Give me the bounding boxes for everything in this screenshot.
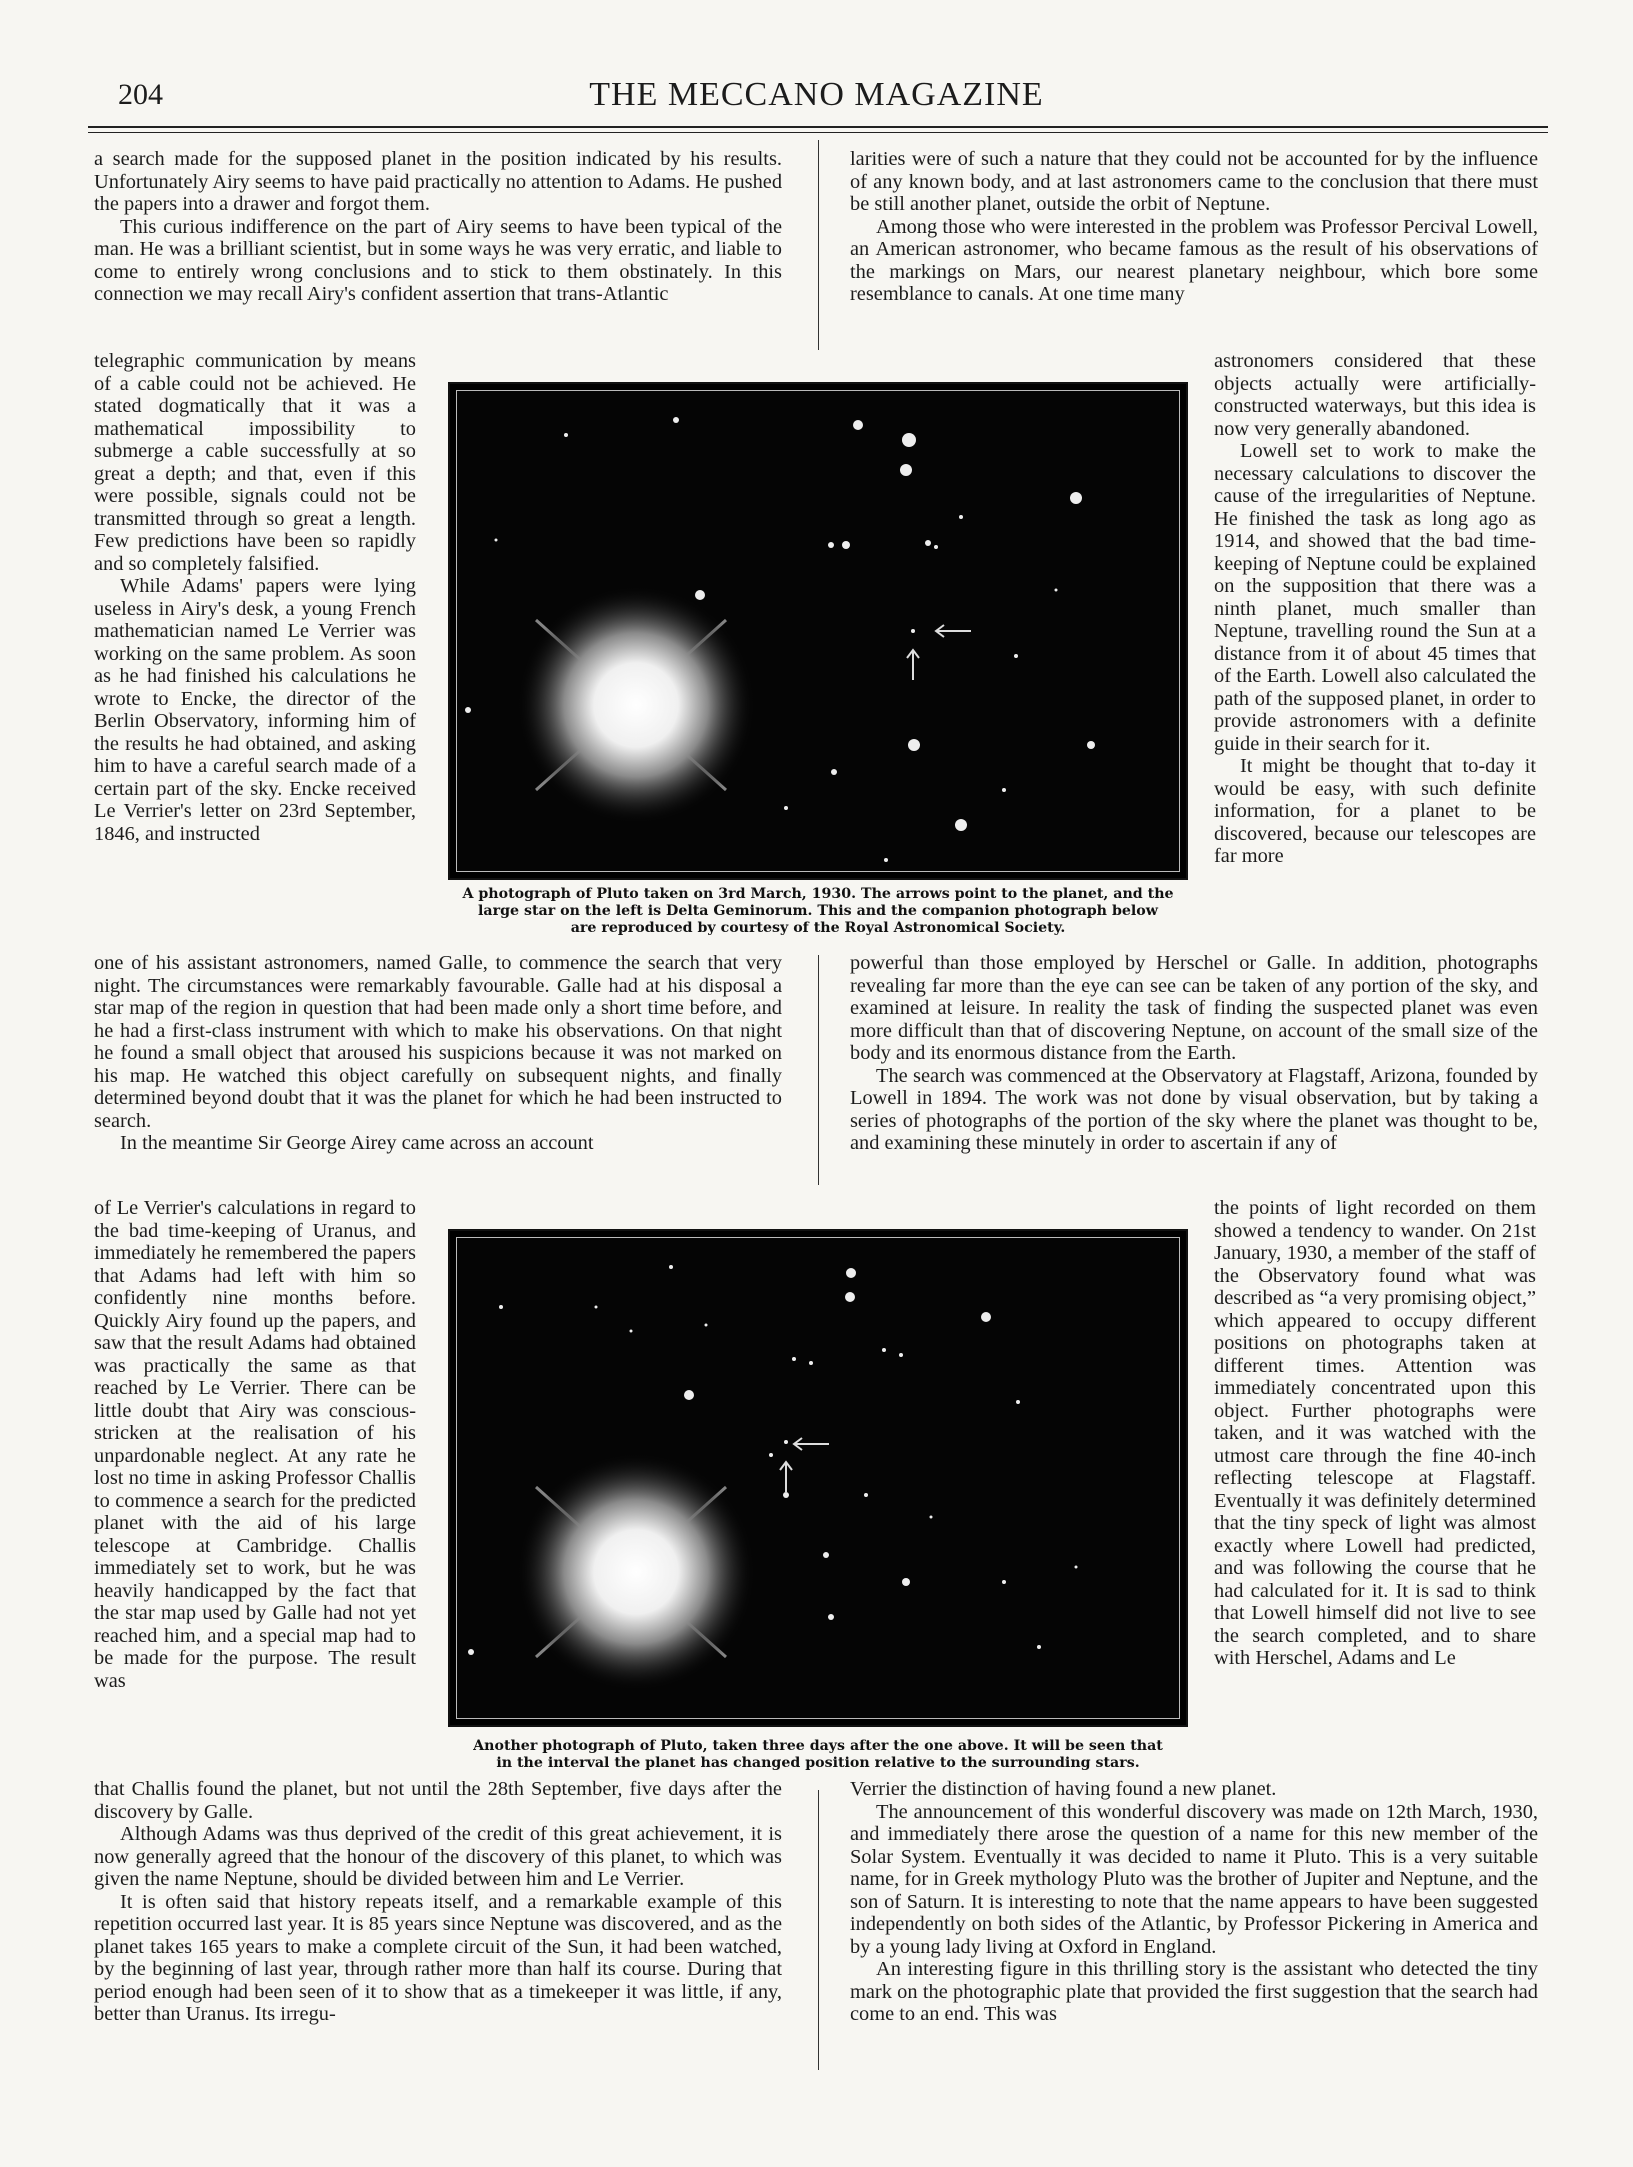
paragraph: An interesting figure in this thrilling story is the assistant who detected the tiny mark on the photographic plate that provided the first suggestion that the search had come to an end. This was bbox=[850, 1958, 1538, 2025]
header-rule bbox=[88, 126, 1548, 128]
paragraph: powerful than those employed by Herschel or Galle. In addition, photographs revealing far more than the eye can see can be taken of any portion of the sky, and examined at leisure. In reality the task of finding the suspected planet was even more difficult than that of discovering Neptune, on account of the small size of the body and its enormous distance from the Earth. bbox=[850, 952, 1538, 1064]
paragraph: larities were of such a nature that they could not be accounted for by the influence of any known body, and at last astronomers came to the conclusion that there must be still another planet, outside the orbit of Neptune. bbox=[850, 148, 1538, 215]
paragraph: astronomers considered that these objects actually were artificially-constructed waterways, but this idea is now very generally abandoned. bbox=[1214, 350, 1536, 440]
star-field-1 bbox=[456, 390, 1180, 872]
paragraph: The announcement of this wonderful discovery was made on 12th March, 1930, and immediately there arose the question of a name for this new member of the Solar System. Eventually it was decided to name it Pluto. This is a very suitable name, for in Greek mythology Pluto was the brother of Jupiter and Neptune, and the son of Saturn. It is interesting to note that the name appears to have been suggested independently on both sides of the Atlantic, by Professor Pickering in America and by a young lady living at Oxford in England. bbox=[850, 1800, 1538, 1958]
paragraph: that Challis found the planet, but not until the 28th September, five days after the discovery by Galle. bbox=[94, 1778, 782, 1823]
paragraph: the points of light recorded on them showed a tendency to wander. On 21st January, 1930, a member of the staff of the Observatory found what was described as “a very promising object,” which appeared to occupy different positions on photographs taken at different times. Attention was immediately concentrated upon this object. Further photographs were taken, and it was watched with the utmost care through the fine 40-inch reflecting telescope at Flagstaff. Eventually it was definitely determined that the tiny speck of light was almost exactly where Lowell had predicted, and was following the course that he had calculated for it. It is sad to think that Lowell himself did not live to see the search completed, and to share with Herschel, Adams and Le bbox=[1214, 1197, 1536, 1669]
pluto-photograph-1 bbox=[448, 382, 1188, 880]
magazine-title: THE MECCANO MAGAZINE bbox=[589, 76, 1044, 113]
caption-line: are reproduced by courtesy of the Royal Astronomical Society. bbox=[570, 920, 1066, 936]
column-divider-bottom bbox=[818, 1790, 819, 2070]
caption-line: in the interval the planet has changed position relative to the surrounding stars. bbox=[496, 1755, 1140, 1771]
bright-star-delta-geminorum bbox=[516, 585, 756, 825]
paragraph: This curious indifference on the part of Airy seems to have been typical of the man. He was a brilliant scientist, but in some ways he was very erratic, and liable to come to entirely wrong conclusions and to stick to them obstinately. In this connection we may recall Airy's confident assertion that trans-Atlantic bbox=[94, 215, 782, 305]
page-number: 204 bbox=[118, 78, 163, 111]
text-right-beside-photo1 bbox=[1214, 350, 1536, 868]
column-divider-middle bbox=[818, 955, 819, 1185]
caption-line: A photograph of Pluto taken on 3rd March, 1930. The arrows point to the planet, and the bbox=[462, 886, 1174, 902]
star-field-2 bbox=[456, 1237, 1180, 1719]
paragraph: of Le Verrier's calculations in regard to the bad time-keeping of Uranus, and immediately he remembered the papers that Adams had left with him so confidently nine months before. Quickly Airy found up the papers, and saw that the result Adams had obtained was practically the same as that reached by Le Verrier. There can be little doubt that Airy was conscious-stricken at the realisation of his unpardonable neglect. At any rate he lost no time in asking Professor Challis to commence a search for the predicted planet with the aid of his large telescope at Cambridge. Challis immediately set to work, but he was heavily handicapped by the fact that the star map used by Galle had not yet reached him, and a special map had to be made for the purpose. The result was bbox=[94, 1197, 416, 1692]
paragraph: a search made for the supposed planet in the position indicated by his results. Unfortunately Airy seems to have paid practically no attention to Adams. He pushed the papers into a drawer and forgot them. bbox=[94, 148, 783, 215]
paragraph: Verrier the distinction of having found a new planet. bbox=[850, 1778, 1277, 1800]
text-left-top bbox=[94, 148, 782, 306]
text-left-beside-photo1 bbox=[94, 350, 416, 845]
text-right-top bbox=[850, 148, 1538, 306]
paragraph: In the meantime Sir George Airey came across an account bbox=[120, 1132, 594, 1154]
text-right-middle bbox=[850, 952, 1538, 1155]
text-left-middle bbox=[94, 952, 782, 1155]
photo-1-caption bbox=[448, 886, 1188, 937]
paragraph: telegraphic communication by means of a cable could not be achieved. He stated dogmatically that it was a mathematical impossibility to submerge a cable successfully at so great a depth; and that, even if this were possible, signals could not be transmitted through so great a length. Few predictions have been so rapidly and so completely falsified. bbox=[94, 350, 416, 575]
paragraph: Although Adams was thus deprived of the credit of this great achievement, it is now generally agreed that the honour of the discovery of this planet, to which was given the name Neptune, should be divided between him and Le Verrier. bbox=[94, 1823, 782, 1890]
text-left-beside-photo2 bbox=[94, 1197, 416, 1692]
header-rule-thin bbox=[88, 132, 1548, 133]
text-right-beside-photo2 bbox=[1214, 1197, 1536, 1670]
text-right-bottom bbox=[850, 1778, 1538, 2026]
caption-line: large star on the left is Delta Geminorum. This and the companion photograph below bbox=[478, 903, 1158, 919]
photo-2-caption bbox=[448, 1738, 1188, 1772]
text-left-bottom bbox=[94, 1778, 782, 2026]
paragraph: It might be thought that to-day it would be easy, with such definite information, for a planet to be discovered, because our telescopes are far more bbox=[1214, 755, 1536, 867]
bright-star-delta-geminorum bbox=[516, 1452, 756, 1692]
paragraph: Among those who were interested in the problem was Professor Percival Lowell, an American astronomer, who became famous as the result of his observations of the markings on Mars, our nearest planetary neighbour, which bore some resemblance to canals. At one time many bbox=[850, 215, 1538, 305]
paragraph: one of his assistant astronomers, named Galle, to commence the search that very night. The circumstances were remarkably favourable. Galle had at his disposal a star map of the region in question that had been made only a short time before, and he had a first-class instrument with which to make his observations. On that night he found a small object that aroused his suspicions because it was not marked on his map. He watched this object carefully on subsequent nights, and finally determined beyond doubt that it was the planet for which he had been instructed to search. bbox=[94, 952, 782, 1132]
paragraph: Lowell set to work to make the necessary calculations to discover the cause of the irregularities of Neptune. He finished the task as long ago as 1914, and showed that the bad time-keeping of Neptune could be explained on the supposition that there was a ninth planet, much smaller than Neptune, travelling round the Sun at a distance from it of about 45 times that of the Earth. Lowell also calculated the path of the supposed planet, in order to provide astronomers with a definite guide in their search for it. bbox=[1214, 440, 1536, 755]
caption-line: Another photograph of Pluto, taken three days after the one above. It will be seen that bbox=[473, 1738, 1163, 1754]
column-divider-top bbox=[818, 140, 819, 350]
paragraph: The search was commenced at the Observatory at Flagstaff, Arizona, founded by Lowell in 1894. The work was not done by visual observation, but by taking a series of photographs of the portion of the sky where the planet was thought to be, and examining these minutely in order to ascertain if any of bbox=[850, 1064, 1538, 1154]
paragraph: While Adams' papers were lying useless in Airy's desk, a young French mathematician named Le Verrier was working on the same problem. As soon as he had finished his calculations he wrote to Encke, the director of the Berlin Observatory, informing him of the results he had obtained, and asking him to have a careful search made of a certain part of the sky. Encke received Le Verrier's letter on 23rd September, 1846, and instructed bbox=[94, 575, 416, 845]
pluto-photograph-2 bbox=[448, 1229, 1188, 1727]
paragraph: It is often said that history repeats itself, and a remarkable example of this repetition occurred last year. It is 85 years since Neptune was discovered, and as the planet takes 165 years to make a complete circuit of the Sun, it had been watched, by the beginning of last year, through rather more than half its course. During that period enough had been seen of it to show that as a timekeeper it was little, if any, better than Uranus. Its irregu- bbox=[94, 1890, 782, 2025]
